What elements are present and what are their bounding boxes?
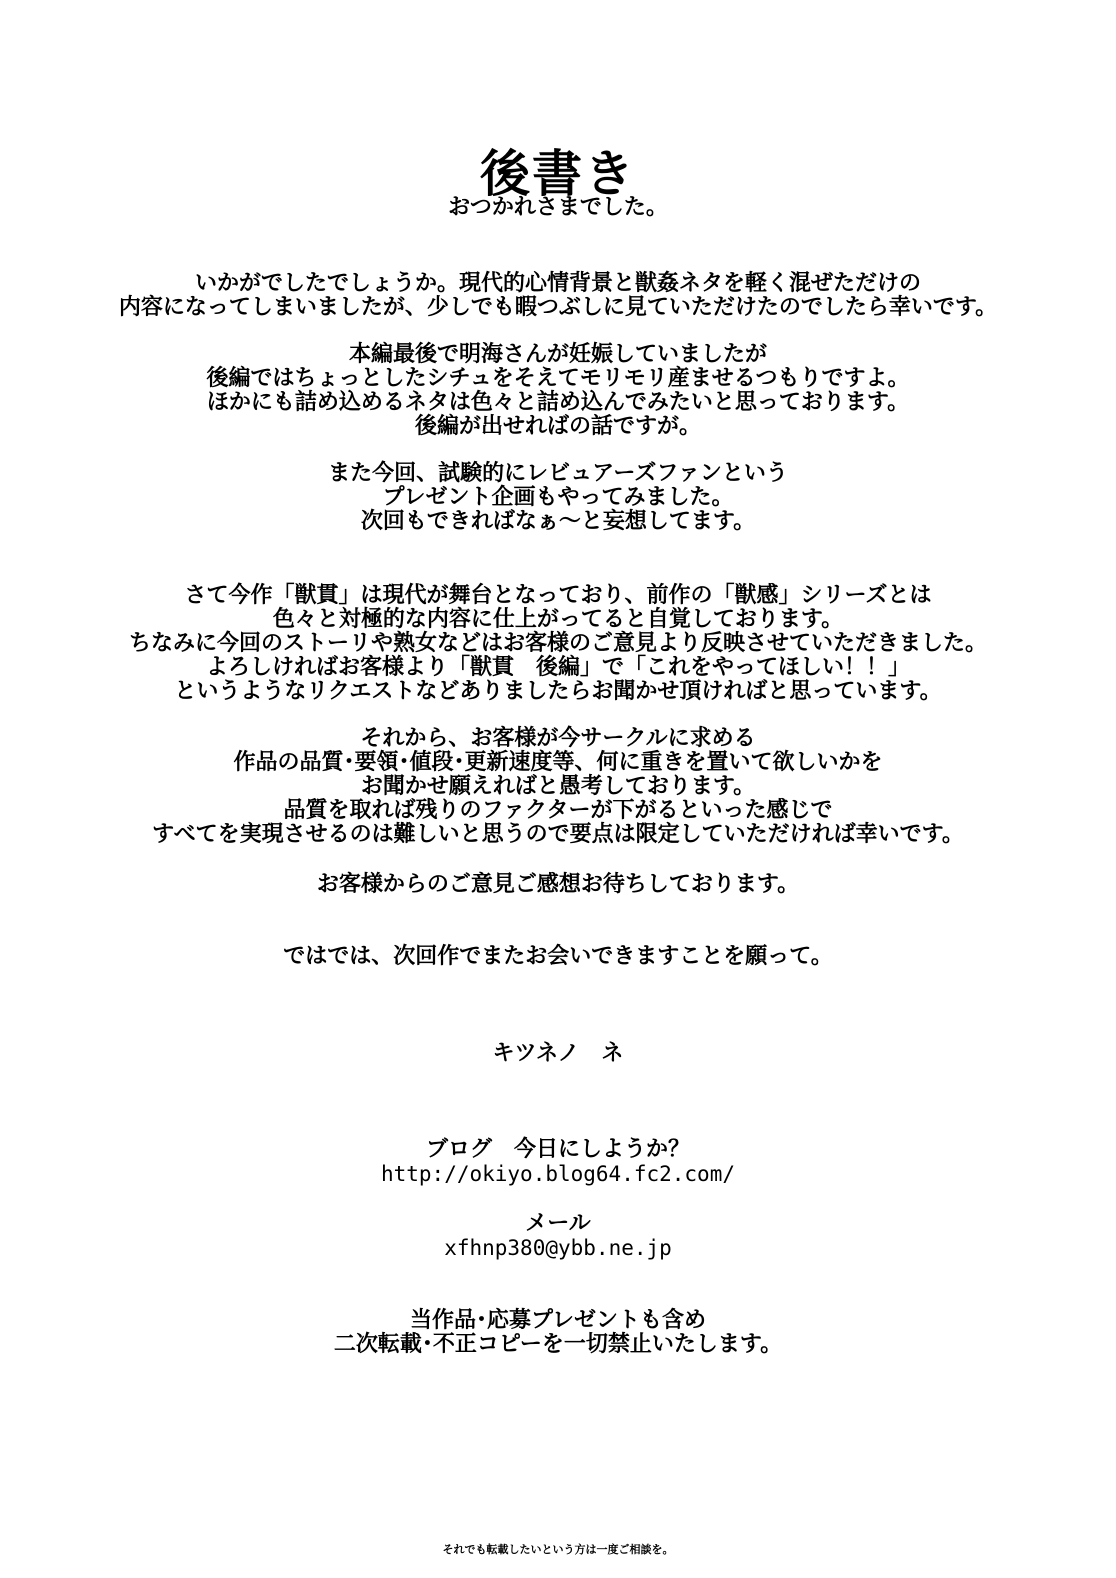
blog-label: ブログ 今日にしようか？ <box>425 1137 690 1162</box>
greeting-line: おつかれさまでした。 <box>448 195 668 220</box>
mail-label: メール <box>525 1211 591 1236</box>
paragraph-line: すべてを実現させるのは難しいと思うので要点は限定していただければ幸いです。 <box>152 822 964 847</box>
paragraph-line: ではでは、次回作でまたお会いできますことを願って。 <box>283 944 833 969</box>
notice-line: 当作品･応募プレゼントも含め <box>409 1308 707 1333</box>
paragraph-3 <box>0 462 1116 534</box>
paragraph-line: それから、お客様が今サークルに求める <box>360 726 756 751</box>
paragraph-line: 色々と対極的な内容に仕上がってると自覚しております。 <box>272 607 844 632</box>
paragraph-line: お聞かせ願えればと愚考しております。 <box>360 774 756 799</box>
paragraph-4 <box>0 584 1116 704</box>
notice-line: 二次転載･不正コピーを一切禁止いたします。 <box>333 1332 783 1357</box>
paragraph-line: いかがでしたでしょうか。現代的心情背景と獣姦ネタを軽く混ぜただけの <box>194 271 921 296</box>
page-title: 後書き <box>480 145 636 203</box>
paragraph-line: というようなリクエストなどありましたらお聞かせ頂ければと思っています。 <box>174 679 942 704</box>
mail-address[interactable]: xfhnp380@ybb.ne.jp <box>444 1236 672 1260</box>
paragraph-line: 品質を取れば残りのファクターが下がるといった感じで <box>283 798 833 823</box>
paragraph-line: よろしければお客様より「獣貫 後編」で「これをやってほしい！！」 <box>205 655 910 680</box>
author-signature <box>0 1042 1116 1066</box>
paragraph-line: 後編が出せればの話ですが。 <box>414 414 701 439</box>
paragraph-7 <box>0 945 1116 969</box>
paragraph-1 <box>0 272 1116 320</box>
paragraph-line: ちなみに今回のストーリや熟女などはお客様のご意見より反映させていただきました。 <box>128 631 987 656</box>
paragraph-line: プレゼント企画もやってみました。 <box>382 485 734 510</box>
paragraph-line: 作品の品質･要領･値段･更新速度等、何に重きを置いて欲しいかを <box>233 750 883 775</box>
blog-link[interactable]: http://okiyo.blog64.fc2.com/ <box>380 1162 735 1186</box>
paragraph-line: 内容になってしまいましたが、少しでも暇つぶしに見ていただけたのでしたら幸いです。 <box>118 295 998 320</box>
paragraph-line: お客様からのご意見ご感想お待ちしております。 <box>316 872 800 897</box>
mail-info <box>0 1212 1116 1260</box>
blog-info <box>0 1138 1116 1186</box>
paragraph-line: 本編最後で明海さんが妊娠していましたが <box>348 342 767 367</box>
paragraph-line: 次回もできればなぁ～と妄想してます。 <box>360 509 756 534</box>
paragraph-5 <box>0 727 1116 847</box>
footer-note: それでも転載したいという方は一度ご相談を。 <box>442 1543 674 1556</box>
paragraph-line: ほかにも詰め込めるネタは色々と詰め込んでみたいと思っております。 <box>206 390 910 415</box>
paragraph-2 <box>0 343 1116 439</box>
paragraph-line: また今回、試験的にレビュアーズファンという <box>328 461 788 486</box>
author-name: キツネノ ネ <box>492 1041 624 1066</box>
copyright-notice <box>0 1309 1116 1357</box>
paragraph-line: さて今作「獣貫」は現代が舞台となっており、前作の「獣感」シリーズとは <box>184 583 932 608</box>
paragraph-line: 後編ではちょっとしたシチュをそえてモリモリ産ませるつもりですよ。 <box>206 366 910 391</box>
paragraph-6 <box>0 873 1116 897</box>
greeting <box>0 196 1116 220</box>
